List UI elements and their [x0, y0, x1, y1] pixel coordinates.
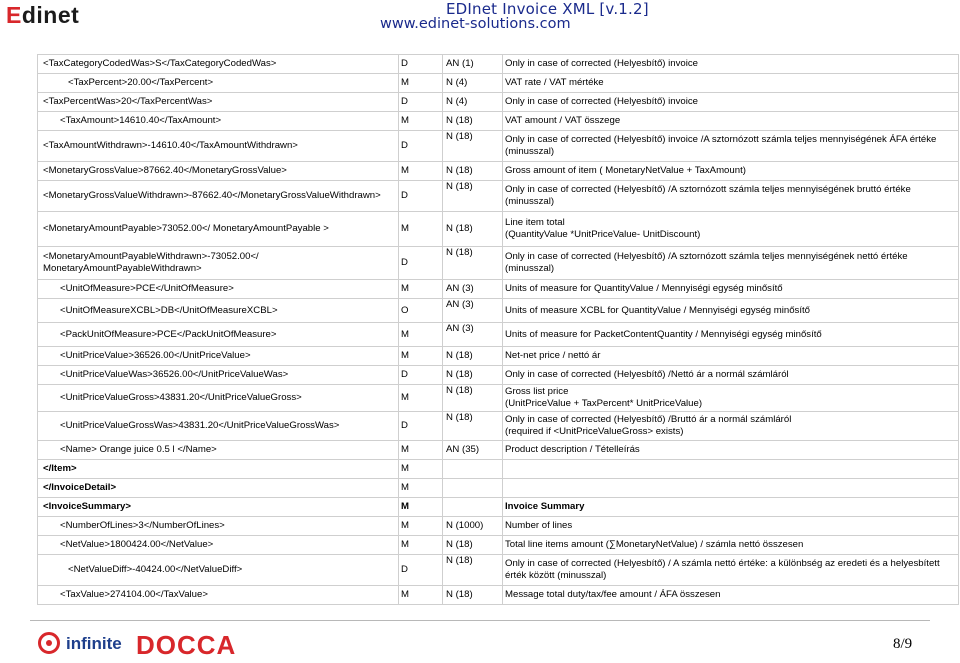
status-cell: M	[399, 112, 443, 131]
description-cell: Message total duty/tax/fee amount / ÁFA összesen	[503, 586, 959, 605]
format-cell: N (4)	[443, 74, 503, 93]
format-cell: AN (3)	[443, 323, 503, 347]
table-row	[38, 366, 959, 385]
xml-element-cell: <UnitPriceValueGross>43831.20</UnitPriceValueGross>	[38, 385, 399, 412]
xml-element-cell: <MonetaryGrossValueWithdrawn>-87662.40</MonetaryGrossValueWithdrawn>	[38, 181, 399, 212]
description-cell: Units of measure for PacketContentQuantity / Mennyiségi egység minősítő	[503, 323, 959, 347]
format-cell: AN (3)	[443, 299, 503, 323]
table-row	[38, 280, 959, 299]
status-cell: D	[399, 181, 443, 212]
status-cell: M	[399, 536, 443, 555]
xml-element-cell: <UnitOfMeasure>PCE</UnitOfMeasure>	[38, 280, 399, 299]
description-cell: Only in case of corrected (Helyesbítő) invoice	[503, 55, 959, 74]
document-title: EDInet Invoice XML [v.1.2]	[446, 0, 649, 18]
xml-element-cell: <TaxValue>274104.00</TaxValue>	[38, 586, 399, 605]
format-cell: N (18)	[443, 162, 503, 181]
format-cell	[443, 498, 503, 517]
xml-element-cell: </InvoiceDetail>	[38, 479, 399, 498]
xml-element-cell: <UnitPriceValue>36526.00</UnitPriceValue>	[38, 347, 399, 366]
status-cell: D	[399, 131, 443, 162]
description-cell: Units of measure XCBL for QuantityValue / Mennyiségi egység minősítő	[503, 299, 959, 323]
xml-element-cell: <NumberOfLines>3</NumberOfLines>	[38, 517, 399, 536]
format-cell	[443, 460, 503, 479]
xml-element-cell: <UnitOfMeasureXCBL>DB</UnitOfMeasureXCBL>	[38, 299, 399, 323]
xml-element-cell: <NetValueDiff>-40424.00</NetValueDiff>	[38, 555, 399, 586]
description-cell: Units of measure for QuantityValue / Mennyiségi egység minősítő	[503, 280, 959, 299]
status-cell: M	[399, 74, 443, 93]
xml-element-cell: <MonetaryAmountPayable>73052.00</ MonetaryAmountPayable >	[38, 212, 399, 247]
brand-docca: DOCCA	[136, 630, 237, 660]
xml-spec-table	[37, 54, 959, 605]
status-cell: M	[399, 441, 443, 460]
website-url[interactable]: www.edinet-solutions.com	[380, 16, 571, 32]
status-cell: D	[399, 366, 443, 385]
status-cell: M	[399, 517, 443, 536]
xml-element-cell: <TaxAmountWithdrawn>-14610.40</TaxAmountWithdrawn>	[38, 131, 399, 162]
table-row	[38, 131, 959, 162]
xml-element-cell: <MonetaryGrossValue>87662.40</MonetaryGrossValue>	[38, 162, 399, 181]
table-row	[38, 586, 959, 605]
format-cell: AN (3)	[443, 280, 503, 299]
table-row	[38, 460, 959, 479]
status-cell: M	[399, 498, 443, 517]
table-row	[38, 555, 959, 586]
table-row	[38, 347, 959, 366]
xml-element-cell: <MonetaryAmountPayableWithdrawn>-73052.00</ MonetaryAmountPayableWithdrawn>	[38, 247, 399, 280]
xml-element-cell: <Name> Orange juice 0.5 l </Name>	[38, 441, 399, 460]
format-cell: N (18)	[443, 347, 503, 366]
status-cell: M	[399, 323, 443, 347]
description-cell: Only in case of corrected (Helyesbítő) /Nettó ár a normál számláról	[503, 366, 959, 385]
description-cell: Product description / Tételleírás	[503, 441, 959, 460]
description-cell: VAT rate / VAT mértéke	[503, 74, 959, 93]
status-cell: O	[399, 299, 443, 323]
table-row	[38, 212, 959, 247]
xml-element-cell: <TaxPercent>20.00</TaxPercent>	[38, 74, 399, 93]
status-cell: M	[399, 586, 443, 605]
table-row	[38, 498, 959, 517]
table-row	[38, 299, 959, 323]
status-cell: D	[399, 247, 443, 280]
footer-divider	[30, 620, 930, 621]
format-cell: N (18)	[443, 412, 503, 441]
table-row	[38, 74, 959, 93]
description-cell: Line item total (QuantityValue *UnitPriceValue- UnitDiscount)	[503, 212, 959, 247]
format-cell: N (18)	[443, 131, 503, 162]
brand-infinite: infinite	[66, 634, 122, 653]
status-cell: M	[399, 280, 443, 299]
format-cell: N (18)	[443, 586, 503, 605]
table-row	[38, 181, 959, 212]
xml-element-cell: <PackUnitOfMeasure>PCE</PackUnitOfMeasure>	[38, 323, 399, 347]
xml-element-cell: <UnitPriceValueGrossWas>43831.20</UnitPriceValueGrossWas>	[38, 412, 399, 441]
infinite-logo-icon	[38, 632, 60, 654]
table-row	[38, 536, 959, 555]
table-row	[38, 479, 959, 498]
table-row	[38, 385, 959, 412]
status-cell: M	[399, 212, 443, 247]
page-header	[0, 0, 960, 44]
format-cell: N (18)	[443, 536, 503, 555]
table-row	[38, 441, 959, 460]
xml-element-cell: <TaxPercentWas>20</TaxPercentWas>	[38, 93, 399, 112]
format-cell: N (18)	[443, 247, 503, 280]
description-cell	[503, 479, 959, 498]
xml-element-cell: </Item>	[38, 460, 399, 479]
table-row	[38, 412, 959, 441]
description-cell: Only in case of corrected (Helyesbítő) / A számla nettó értéke: a különbség az eredeti és a helyesbített érték között (minusszal)	[503, 555, 959, 586]
description-cell: Only in case of corrected (Helyesbítő) invoice /A sztornózott számla teljes mennyiségének ÁFA értéke (minusszal)	[503, 131, 959, 162]
status-cell: M	[399, 385, 443, 412]
table-row	[38, 247, 959, 280]
description-cell: Gross amount of item ( MonetaryNetValue + TaxAmount)	[503, 162, 959, 181]
table-row	[38, 162, 959, 181]
description-cell	[503, 460, 959, 479]
description-cell: Only in case of corrected (Helyesbítő) /A sztornózott számla teljes mennyiségének bruttó értéke (minusszal)	[503, 181, 959, 212]
description-cell: Only in case of corrected (Helyesbítő) /Bruttó ár a normál számláról (required if <UnitPriceValueGross> exists)	[503, 412, 959, 441]
xml-element-cell: <InvoiceSummary>	[38, 498, 399, 517]
description-cell: Only in case of corrected (Helyesbítő) /A sztornózott számla teljes mennyiségének nettó értéke (minusszal)	[503, 247, 959, 280]
format-cell: N (18)	[443, 112, 503, 131]
format-cell: N (18)	[443, 366, 503, 385]
description-cell: Gross list price (UnitPriceValue + TaxPercent* UnitPriceValue)	[503, 385, 959, 412]
format-cell: AN (35)	[443, 441, 503, 460]
format-cell	[443, 479, 503, 498]
status-cell: M	[399, 347, 443, 366]
edinet-logo: Edinet	[6, 2, 80, 28]
table-row	[38, 55, 959, 74]
description-cell: Total line items amount (∑MonetaryNetValue) / számla nettó összesen	[503, 536, 959, 555]
xml-element-cell: <NetValue>1800424.00</NetValue>	[38, 536, 399, 555]
xml-element-cell: <TaxCategoryCodedWas>S</TaxCategoryCodedWas>	[38, 55, 399, 74]
description-cell: Only in case of corrected (Helyesbítő) invoice	[503, 93, 959, 112]
format-cell: N (18)	[443, 385, 503, 412]
status-cell: D	[399, 555, 443, 586]
status-cell: M	[399, 162, 443, 181]
description-cell: Net-net price / nettó ár	[503, 347, 959, 366]
format-cell: N (18)	[443, 181, 503, 212]
xml-element-cell: <TaxAmount>14610.40</TaxAmount>	[38, 112, 399, 131]
page-number: 8/9	[893, 636, 913, 652]
description-cell: Number of lines	[503, 517, 959, 536]
format-cell: N (1000)	[443, 517, 503, 536]
description-cell: Invoice Summary	[503, 498, 959, 517]
status-cell: D	[399, 412, 443, 441]
status-cell: D	[399, 55, 443, 74]
format-cell: AN (1)	[443, 55, 503, 74]
status-cell: M	[399, 460, 443, 479]
description-cell: VAT amount / VAT összege	[503, 112, 959, 131]
status-cell: D	[399, 93, 443, 112]
format-cell: N (18)	[443, 212, 503, 247]
table-row	[38, 323, 959, 347]
format-cell: N (4)	[443, 93, 503, 112]
table-row	[38, 93, 959, 112]
format-cell: N (18)	[443, 555, 503, 586]
table-row	[38, 112, 959, 131]
xml-element-cell: <UnitPriceValueWas>36526.00</UnitPriceValueWas>	[38, 366, 399, 385]
status-cell: M	[399, 479, 443, 498]
table-row	[38, 517, 959, 536]
